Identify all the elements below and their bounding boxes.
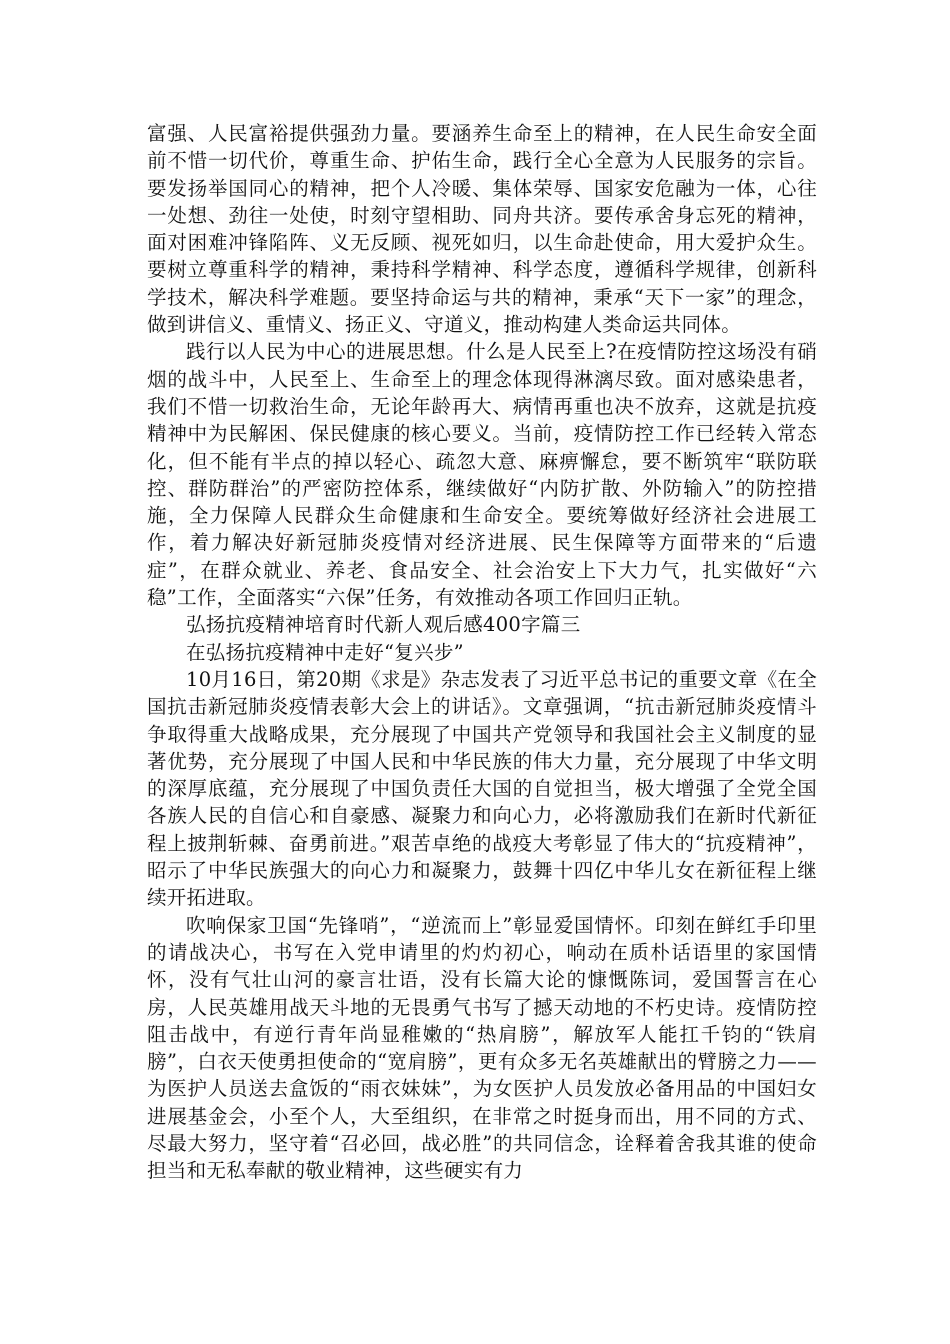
paragraph-people-centered: 践行以人民为中心的进展思想。什么是人民至上?在疫情防控这场没有硝烟的战斗中，人民至上、生命至上的理念体现得淋漓尽致。面对感染患者，我们不惜一切救治生命，无论年龄再大、病情再重也决不放弃，这就是抗疫精神中为民解困、保民健康的核心要义。当前，疫情防控工作已经转入常态化，但不能有半点的掉以轻心、疏忽大意、麻痹懈怠，要不断筑牢“联防联控、群防群治”的严密防控体系，继续做好“内防扩散、外防输入”的防控措施，全力保障人民群众生命健康和生命安全。要统筹做好经济社会进展工作，着力解决好新冠肺炎疫情对经济进展、民生保障等方面带来的“后遗症”，在群众就业、养老、食品安全、社会治安上下大力气，扎实做好“六稳”工作，全面落实“六保”任务，有效推动各项工作回归正轨。 <box>147 340 817 610</box>
section-heading: 弘扬抗疫精神培育时代新人观后感400字篇三 <box>186 613 581 637</box>
document-body <box>147 120 817 1185</box>
paragraph-patriotism: 吹响保家卫国“先锋哨”，“逆流而上”彰显爱国情怀。印刻在鲜红手印里的请战决心，书写在入党申请里的灼灼初心，响动在质朴话语里的家国情怀，没有气壮山河的豪言壮语，没有长篇大论的慷慨陈词，爱国誓言在心房，人民英雄用战天斗地的无畏勇气书写了撼天动地的不朽史诗。疫情防控阻击战中，有逆行青年尚显稚嫩的“热肩膀”，解放军人能扛千钧的“铁肩膀”，白衣天使勇担使命的“宽肩膀”，更有众多无名英雄献出的臂膀之力——为医护人员送去盒饭的“雨衣妹妹”，为女医护人员发放必备用品的中国妇女进展基金会，小至个人，大至组织，在非常之时挺身而出，用不同的方式、尽最大努力，坚守着“召必回，战必胜”的共同信念，诠释着舍我其谁的使命担当和无私奉献的敬业精神，这些硬实有力 <box>147 913 817 1183</box>
paragraph-qiushi-article: 10月16日，第20期《求是》杂志发表了习近平总书记的重要文章《在全国抗击新冠肺炎疫情表彰大会上的讲话》。文章强调，“抗击新冠肺炎疫情斗争取得重大战略成果，充分展现了中国共产党领导和我国社会主义制度的显著优势，充分展现了中国人民和中华民族的伟大力量，充分展现了中华文明的深厚底蕴，充分展现了中国负责任大国的自觉担当，极大增强了全党全国各族人民的自信心和自豪感、凝聚力和向心力，必将激励我们在新时代新征程上披荆斩棘、奋勇前进。”艰苦卓绝的战疫大考彰显了伟大的“抗疫精神”，昭示了中华民族强大的向心力和凝聚力，鼓舞十四亿中华儿女在新征程上继续开拓进取。 <box>147 667 817 910</box>
article-title: 在弘扬抗疫精神中走好“复兴步” <box>186 640 464 664</box>
paragraph-continuation: 富强、人民富裕提供强劲力量。要涵养生命至上的精神，在人民生命安全面前不惜一切代价，尊重生命、护佑生命，践行全心全意为人民服务的宗旨。要发扬举国同心的精神，把个人冷暖、集体荣辱、国家安危融为一体，心往一处想、劲往一处使，时刻守望相助、同舟共济。要传承舍身忘死的精神，面对困难冲锋陷阵、义无反顾、视死如归，以生命赴使命，用大爱护众生。要树立尊重科学的精神，秉持科学精神、科学态度，遵循科学规律，创新科学技术，解决科学难题。要坚持命运与共的精神，秉承“天下一家”的理念，做到讲信义、重情义、扬正义、守道义，推动构建人类命运共同体。 <box>147 122 817 337</box>
